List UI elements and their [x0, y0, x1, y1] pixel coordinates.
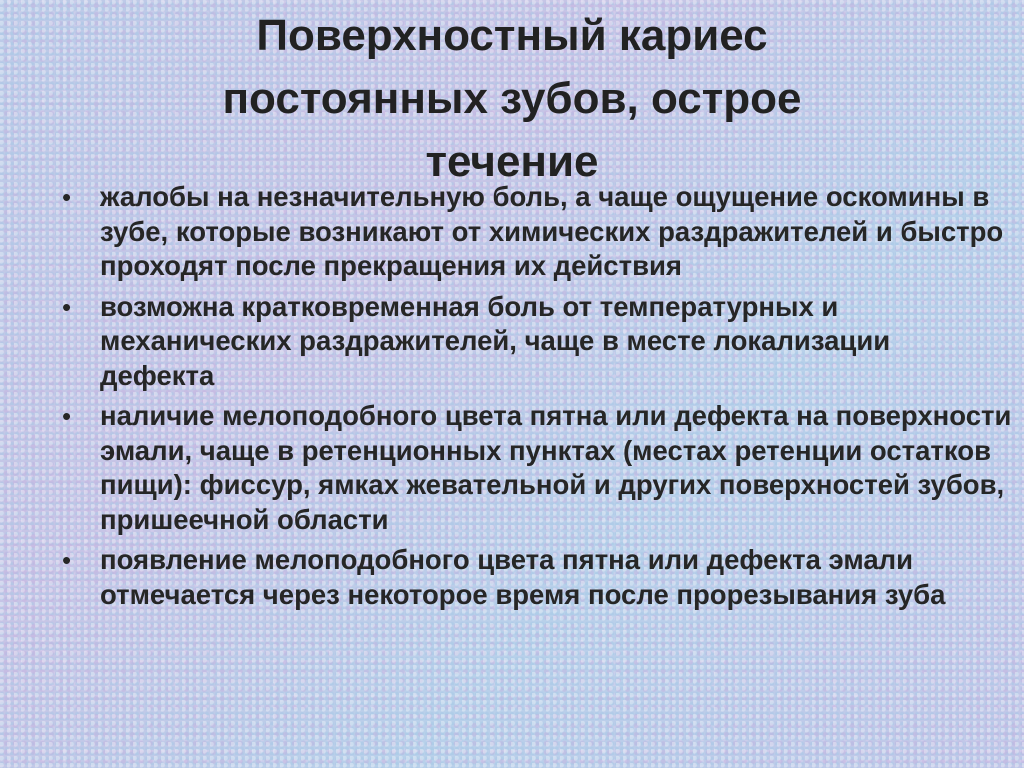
- bullet-item: [62, 180, 1012, 284]
- bullet-list: [62, 180, 1012, 618]
- bullet-text: жалобы на незначительную боль, а чаще ощущение оскомины в зубе, которые возникают от химических раздражителей и быстро проходят после прекращения их действия: [100, 181, 1004, 281]
- bullet-dot-icon: •: [62, 182, 72, 212]
- bullet-item: [62, 290, 1012, 394]
- bullet-text: наличие мелоподобного цвета пятна или дефекта на поверхности эмали, чаще в ретенционных пунктах (местах ретенции остатков пищи): фиссур, ямках жевательной и других поверхностей зубов, пришеечной области: [100, 400, 1012, 535]
- bullet-item: [62, 543, 1012, 612]
- bullet-item: [62, 399, 1012, 537]
- slide-title: [90, 4, 934, 193]
- bullet-text: возможна кратковременная боль от температурных и механических раздражителей, чаще в месте локализации дефекта: [100, 290, 891, 391]
- bullet-text: появление мелоподобного цвета пятна или дефекта эмали отмечается через некоторое время после прорезывания зуба: [100, 544, 946, 610]
- bullet-dot-icon: •: [62, 545, 72, 575]
- bullet-dot-icon: •: [62, 291, 72, 322]
- bullet-dot-icon: •: [62, 401, 72, 431]
- title-line: течение: [425, 137, 599, 186]
- title-line: Поверхностный кариес: [256, 11, 768, 60]
- title-line: постоянных зубов, острое: [222, 74, 802, 123]
